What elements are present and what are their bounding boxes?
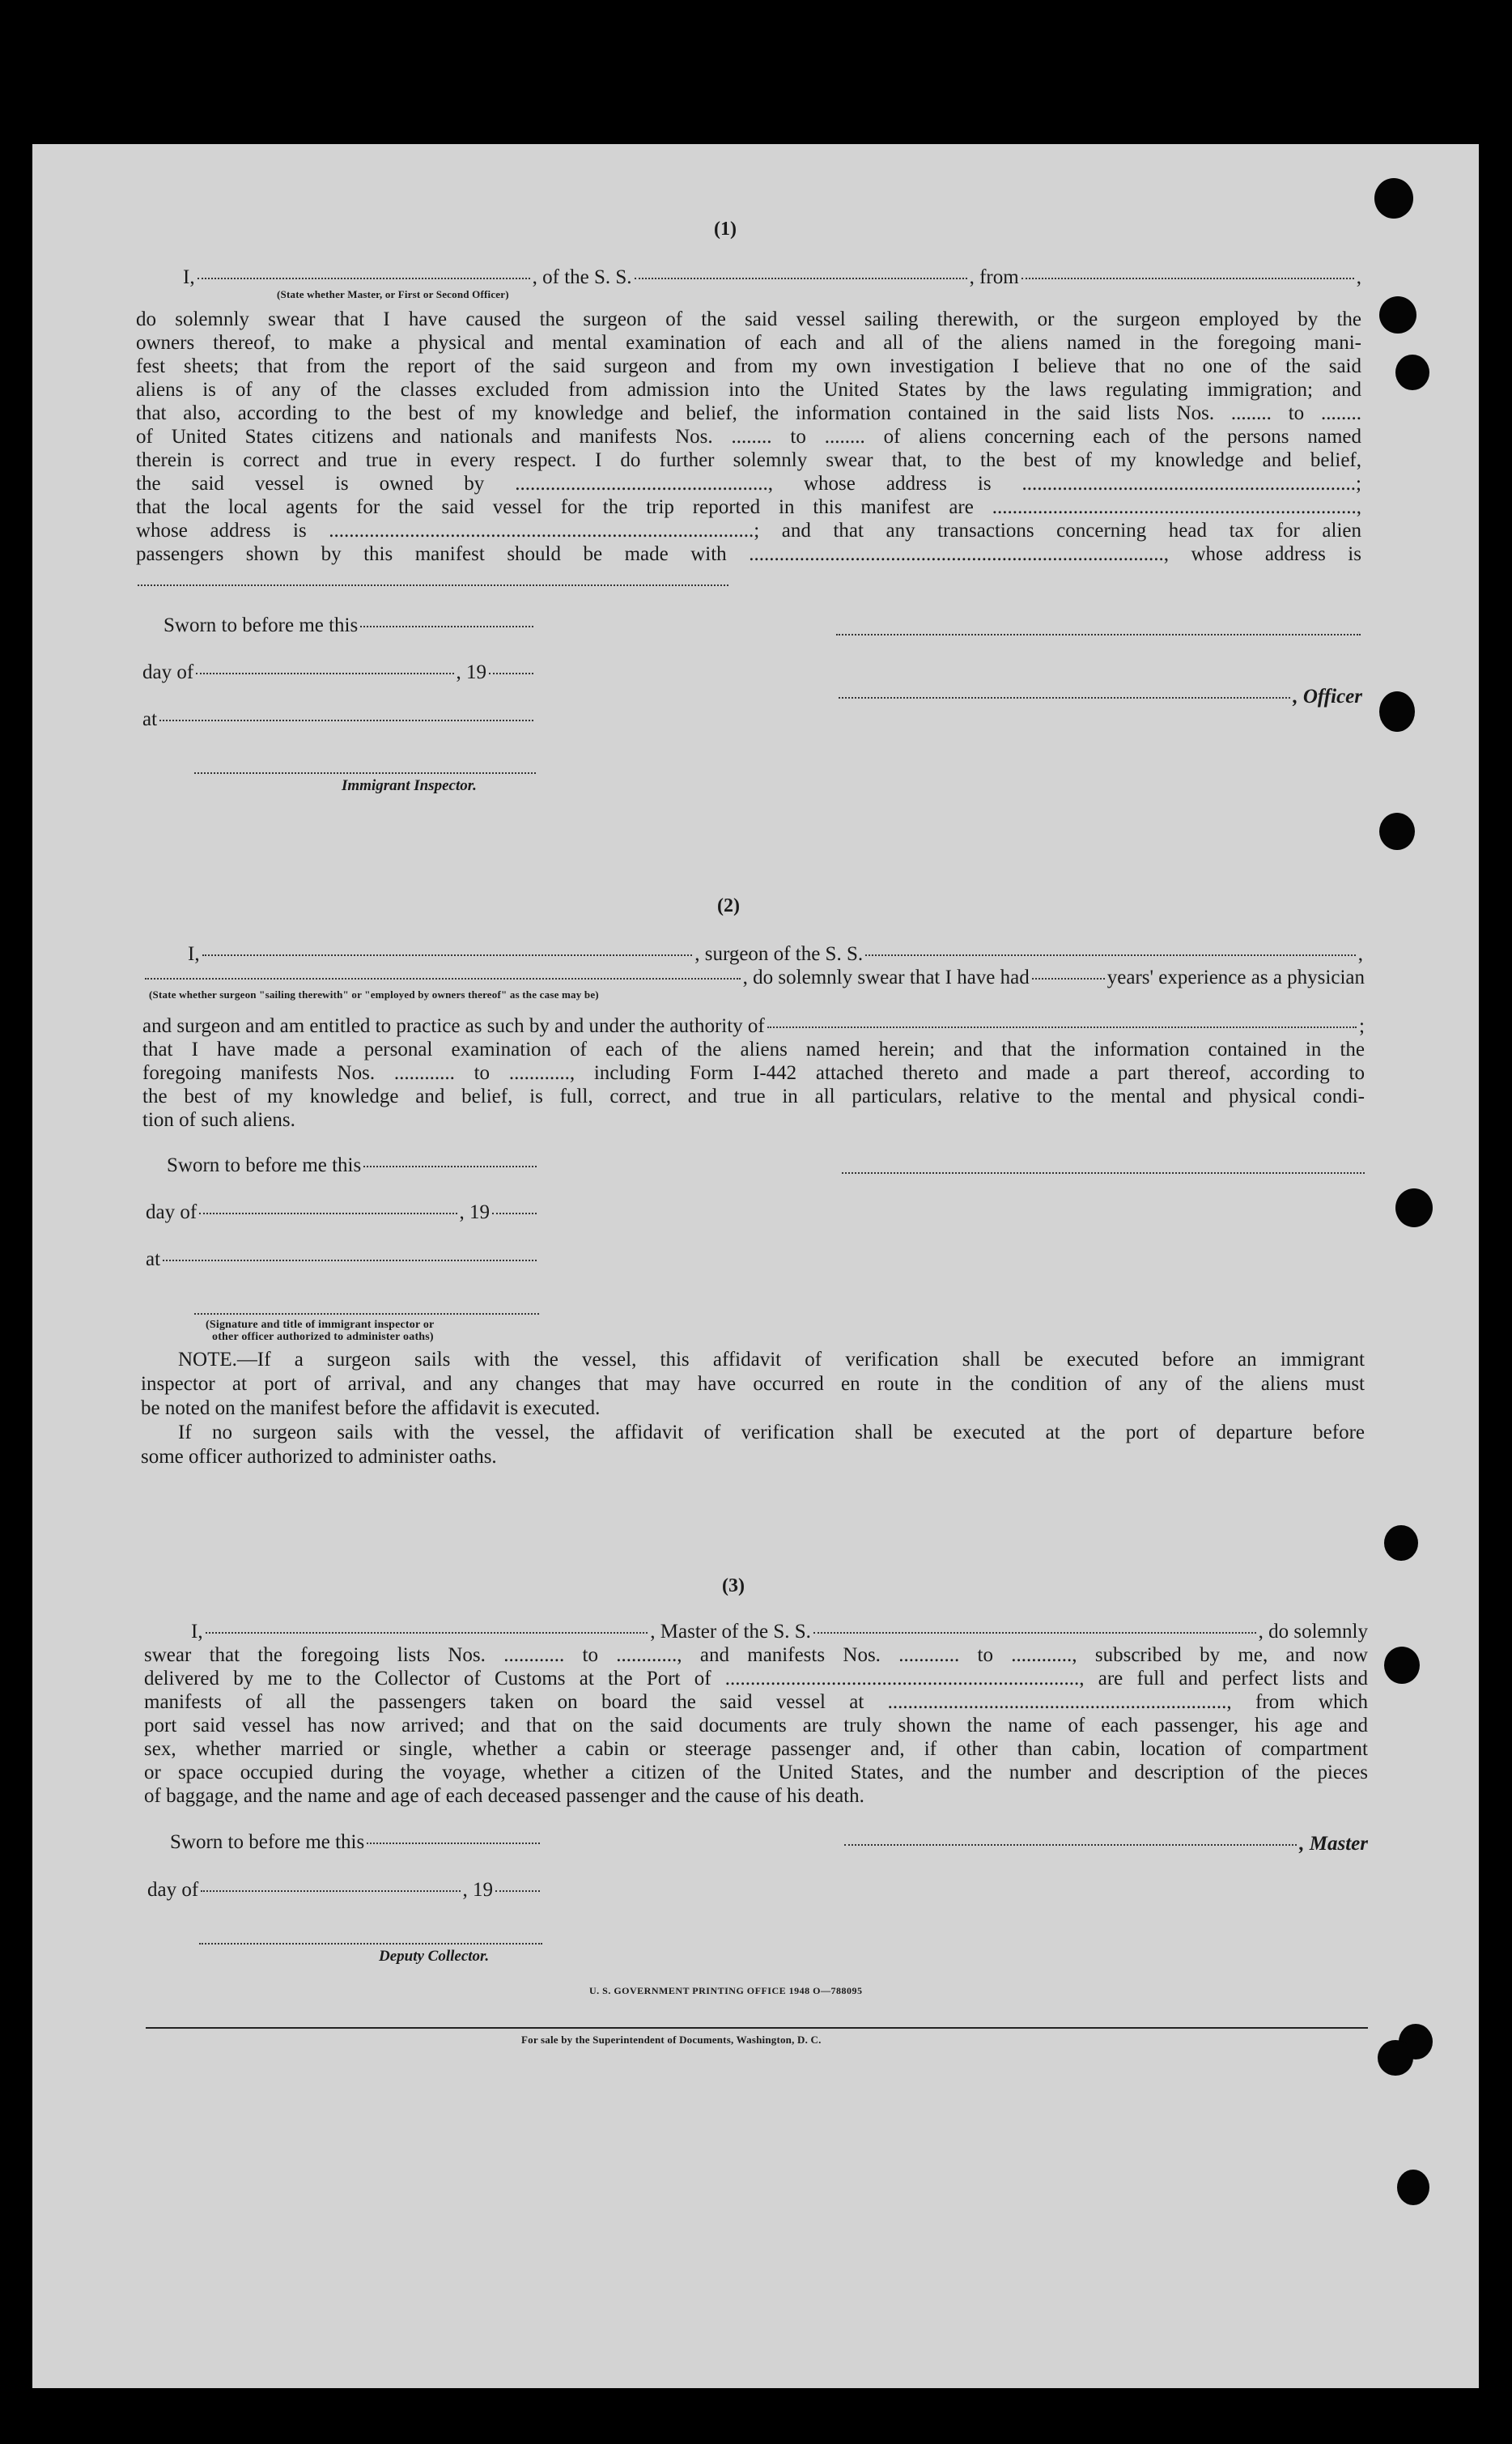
deputy-collector-caption: Deputy Collector.	[379, 1948, 490, 1965]
section-1-day-field[interactable]	[196, 673, 453, 674]
section-3-master-line: , Master	[842, 1832, 1368, 1856]
printing-office-imprint: U. S. GOVERNMENT PRINTING OFFICE 1948 O—788095	[589, 1985, 863, 1996]
immigrant-inspector-caption: Immigrant Inspector.	[342, 777, 477, 794]
section-2-sworn: Sworn to before me this	[167, 1154, 539, 1178]
section-1-of-ss: , of the S. S.	[532, 266, 632, 288]
inspector-signature-line[interactable]	[194, 772, 536, 774]
section-1-at: at	[142, 708, 536, 732]
section-1-officer-signature-line[interactable]	[836, 634, 1361, 635]
vessel-name-field[interactable]	[635, 278, 967, 279]
binder-hole	[1379, 813, 1415, 850]
section-2-sworn-date-field[interactable]	[363, 1166, 537, 1167]
section-2-inspector-signature-line[interactable]	[194, 1313, 539, 1315]
surgeon-status-field[interactable]	[145, 978, 741, 980]
bottom-rule	[146, 2027, 1368, 2029]
section-3-sworn-date-field[interactable]	[367, 1843, 540, 1844]
section-3-year-field[interactable]	[495, 1890, 540, 1892]
binder-hole	[1374, 178, 1413, 219]
section-1-officer-line: , Officer	[836, 685, 1362, 709]
binder-hole	[1384, 1647, 1420, 1684]
note-paragraph: NOTE.—If a surgeon sails with the vessel, this affidavit of verification shall be executed before an immigrant inspector at port of arrival, and any changes that may have occurred en route in the condition of any of the aliens must be noted on the manifest before the affidavit is executed. If no surgeon sails with the vessel, the affidavit of verification shall be executed at the port of departure before some officer authorized to administer oaths.	[141, 1349, 1365, 1468]
section-2-day: day of , 19	[146, 1201, 539, 1225]
section-3-day: day of , 19	[147, 1878, 542, 1902]
section-2-day-field[interactable]	[199, 1213, 457, 1214]
section-1-line-1: I, , of the S. S. , from ,	[183, 266, 1362, 288]
section-1-sworn-date-field[interactable]	[360, 626, 533, 627]
master-name-field[interactable]	[206, 1632, 648, 1634]
binder-hole	[1397, 2170, 1429, 2205]
section-3-master-signature-field[interactable]	[844, 1844, 1297, 1846]
years-experience-field[interactable]	[1032, 978, 1105, 980]
surgeon-name-field[interactable]	[202, 954, 693, 956]
section-2-surgeon-signature-line[interactable]	[842, 1172, 1365, 1174]
section-3-sworn: Sworn to before me this	[170, 1830, 542, 1855]
from-port-field[interactable]	[1021, 278, 1354, 279]
binder-hole	[1379, 296, 1416, 334]
section-1-year-field[interactable]	[489, 673, 533, 674]
section-1-day: day of , 19	[142, 661, 536, 685]
for-sale-notice: For sale by the Superintendent of Documents, Washington, D. C.	[521, 2034, 822, 2046]
section-2-line-3: and surgeon and am entitled to practice as such by and under the authority of ;	[142, 1015, 1365, 1037]
section-1-from: , from	[969, 266, 1019, 288]
section-1-number: (1)	[714, 219, 737, 240]
binder-hole	[1395, 1188, 1433, 1227]
section-1-i: I,	[183, 266, 195, 288]
surgeon-note: (State whether surgeon "sailing therewith" or "employed by owners thereof" as the case may be)	[149, 988, 599, 1001]
section-3-paragraph: swear that the foregoing lists Nos. ............ to ............, and manifests Nos. ............ to ............, subscribed by me, and now delivered by me to the Collector of Customs at the Port of ......................................................................, are full and perfect lists and manifests of all the passengers taken on board the said vessel at ..................................................................., from which port said vessel has now arrived; and that on the said documents are truly shown the name of each passenger, his age and sex, whether married or single, whether a cabin or steerage passenger and, if other than cabin, location of compartment or space occupied during the voyage, whether a citizen of the United States, and the number and description of the pieces of baggage, and the name and age of each deceased passenger and the cause of his death.	[144, 1644, 1368, 1807]
section-1-at-field[interactable]	[159, 720, 533, 721]
section-3-vessel-field[interactable]	[813, 1632, 1256, 1634]
section-1-officer-field[interactable]	[839, 697, 1290, 699]
section-3-line-1: I, , Master of the S. S. , do solemnly	[191, 1621, 1369, 1643]
authority-field[interactable]	[767, 1026, 1357, 1028]
binder-hole	[1379, 691, 1415, 732]
section-2-paragraph: that I have made a personal examination of each of the aliens named herein; and that the information contained in the foregoing manifests Nos. ............ to ............, including Form I-442 attached thereto and made a part thereof, according to the best of my knowledge and belief, is full, correct, and true in all particulars, relative to the mental and physical condi- tion of such aliens.	[142, 1039, 1365, 1131]
signature-note-2: other officer authorized to administer oaths)	[212, 1331, 434, 1343]
section-3-number: (3)	[722, 1575, 745, 1596]
section-1-paragraph: do solemnly swear that I have caused the surgeon of the said vessel sailing therewith, or the surgeon employed by the owners thereof, to make a physical and mental examination of each and all of the aliens named in the foregoing mani- fest sheets; that from the report of the said surgeon and from my own investigation I believe that no one of the said aliens is of any of the classes excluded from admission into the United States by the laws regulating immigration; and that also, according to the best of my knowledge and belief, the information contained in the said lists Nos. ........ to ........ of United States citizens and nationals and manifests Nos. ........ to ........ of aliens concerning each of the persons named therein is correct and true in every respect. I do further solemnly swear that, to the best of my knowledge and belief, the said vessel is owned by .................................................., whose address is ..................................................................; that the local agents for the said vessel for the trip reported in this manifest are ........................................................................, whose address is ....................................................................................; and that any transactions concerning head tax for alien passengers shown by this manifest should be made with .................................................................................., whose address is	[136, 308, 1361, 565]
officer-note: (State whether Master, or First or Second Officer)	[277, 288, 509, 300]
signature-note-1: (Signature and title of immigrant inspector or	[206, 1319, 435, 1331]
section-2-line-2: , do solemnly swear that I have had years' experience as a physician	[142, 966, 1365, 990]
section-1-address-field[interactable]	[138, 584, 728, 586]
collector-signature-line[interactable]	[199, 1943, 542, 1945]
officer-name-field[interactable]	[197, 278, 530, 279]
section-2-at: at	[146, 1248, 539, 1272]
form-page	[32, 144, 1479, 2388]
section-3-day-field[interactable]	[201, 1890, 460, 1892]
section-2-year-field[interactable]	[492, 1213, 537, 1214]
section-2-at-field[interactable]	[163, 1260, 537, 1261]
section-2-number: (2)	[717, 895, 740, 916]
binder-hole	[1395, 355, 1429, 390]
section-2-vessel-field[interactable]	[865, 954, 1356, 956]
binder-hole	[1378, 2040, 1413, 2076]
section-1-sworn: Sworn to before me this	[164, 614, 536, 638]
binder-hole	[1384, 1525, 1418, 1561]
section-2-line-1: I, , surgeon of the S. S. ,	[188, 943, 1364, 965]
